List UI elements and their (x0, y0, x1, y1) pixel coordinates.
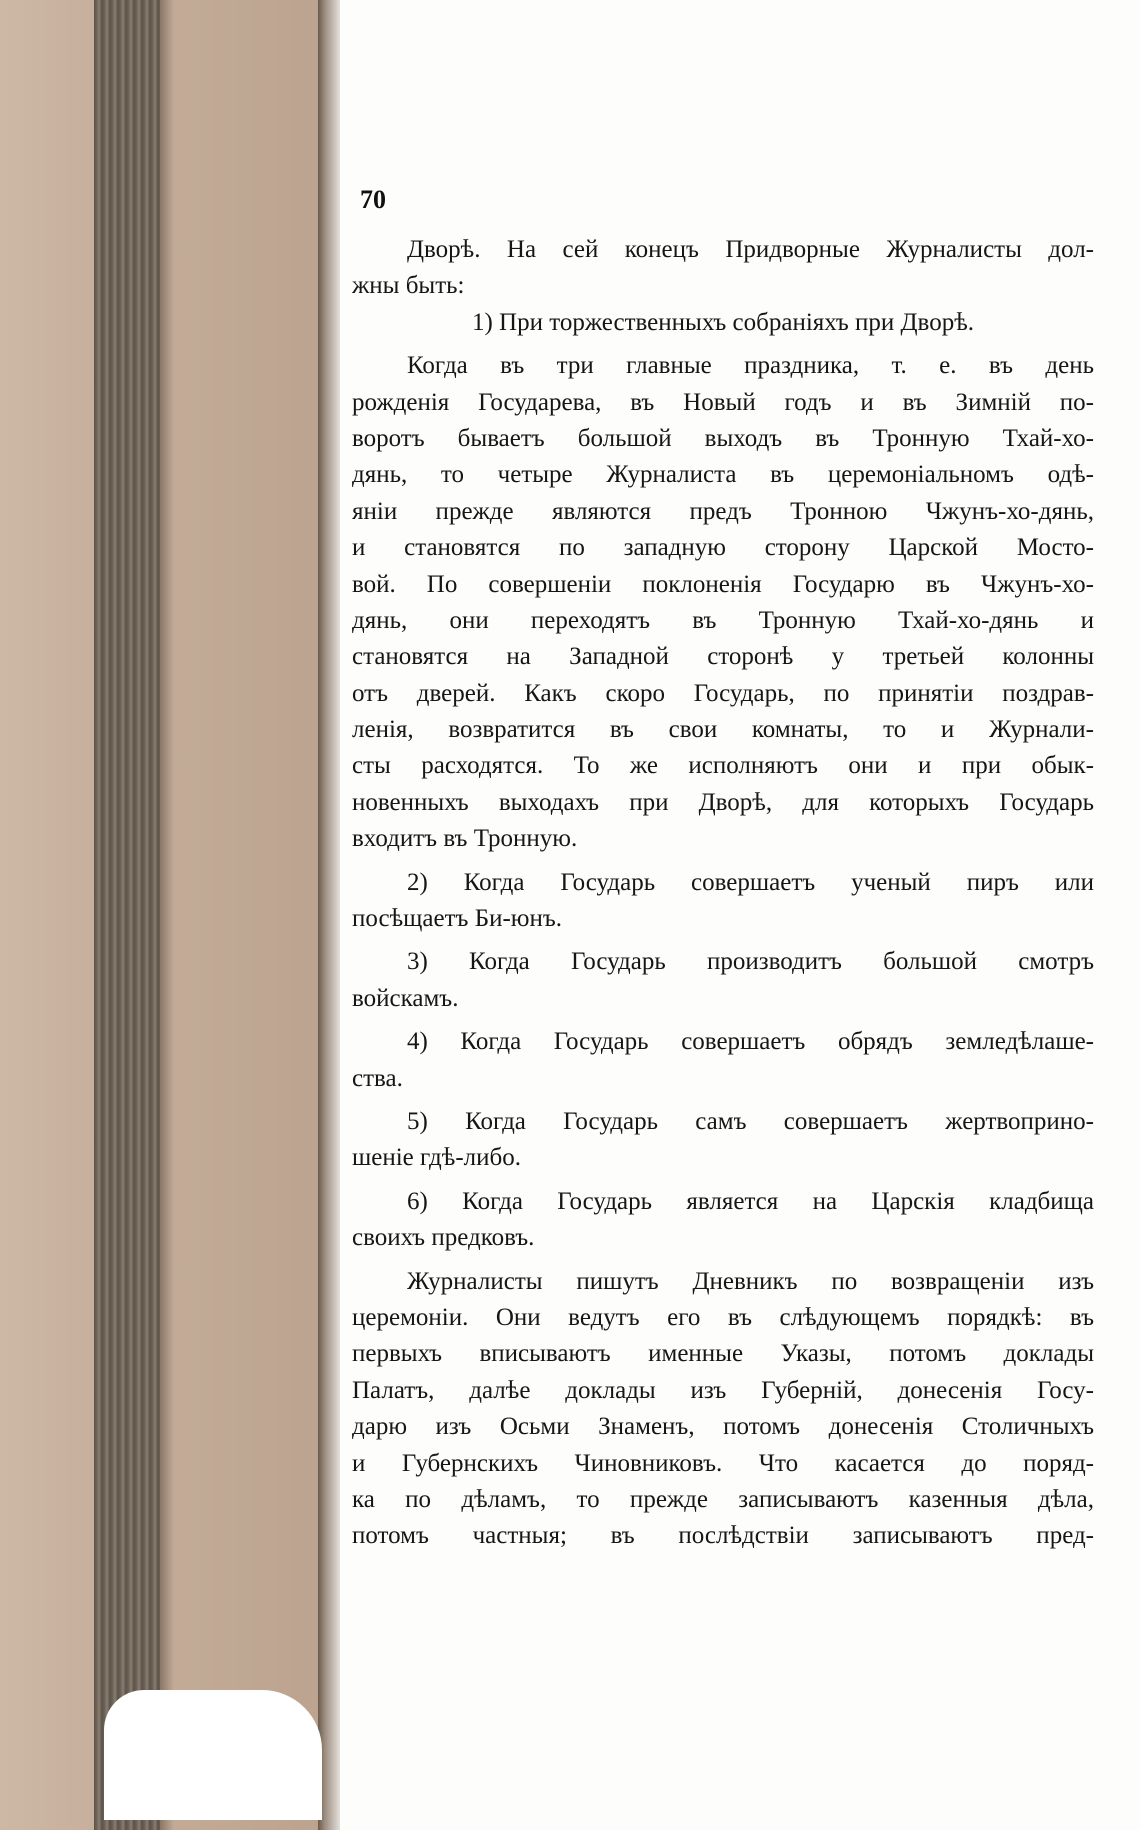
paragraph (352, 1264, 1094, 1555)
text-line: ка по дѣламъ, то прежде записываютъ казенныя дѣла, (352, 1485, 1094, 1513)
text-line: дянь, они переходятъ въ Тронную Тхай-хо-дянь и (352, 606, 1094, 634)
paragraph (352, 1024, 1094, 1097)
paragraph (352, 348, 1094, 857)
paragraph-gap (352, 1257, 1094, 1264)
paragraph-gap (352, 937, 1094, 944)
text-line: ленія, возвратится въ свои комнаты, то и Журнали- (352, 716, 1094, 744)
paragraph-gap (352, 1017, 1094, 1024)
text-line: 1) При торжественныхъ собраніяхъ при Дворѣ. (471, 308, 975, 336)
text-line: церемоніи. Они ведутъ его въ слѣдующемъ порядкѣ: въ (352, 1303, 1094, 1331)
paragraph-gap (352, 1097, 1094, 1104)
text-line: Дворѣ. На сей конецъ Придворные Журналисты дол- (407, 236, 1094, 263)
text-line: отъ дверей. Какъ скоро Государь, по принятіи поздрав- (352, 679, 1094, 707)
text-line: 5) Когда Государь самъ совершаетъ жертвоприно- (407, 1107, 1094, 1135)
torn-corner (104, 1690, 322, 1820)
text-line: и Губернскихъ Чиновниковъ. Что касается до поряд- (352, 1449, 1094, 1477)
text-line: входитъ въ Тронную. (352, 825, 578, 853)
text-line: сты расходятся. То же исполняютъ они и при обык- (352, 752, 1094, 780)
paragraph (352, 944, 1094, 1017)
text-line: жны быть: (352, 272, 465, 300)
text-line: посѣщаетъ Би-юнъ. (352, 905, 563, 933)
page-number: 70 (360, 185, 386, 214)
text-line: вой. По совершеніи поклоненія Государю въ Чжунъ-хо- (352, 570, 1094, 598)
text-line: 4) Когда Государь совершаетъ обрядъ земледѣлаше- (407, 1028, 1094, 1056)
text-line: шеніе гдѣ-либо. (352, 1144, 521, 1172)
text-line: 2) Когда Государь совершаетъ ученый пиръ или (407, 868, 1094, 896)
book-spine (94, 0, 160, 1830)
paragraph (352, 1104, 1094, 1177)
page-text (352, 232, 1094, 1555)
text-line: новенныхъ выходахъ при Дворѣ, для которыхъ Государь (352, 788, 1094, 816)
paragraph (352, 865, 1094, 938)
text-line: ства. (352, 1064, 403, 1092)
text-line: потомъ частныя; въ послѣдствіи записываютъ пред- (352, 1522, 1094, 1550)
text-line: дарю изъ Осьми Знаменъ, потомъ донесенія Столичныхъ (352, 1413, 1094, 1441)
text-line: своихъ предковъ. (352, 1224, 535, 1252)
text-line: войскамъ. (352, 984, 459, 1012)
paragraph (352, 232, 1094, 305)
paragraph-gap (352, 1177, 1094, 1184)
paragraph (352, 1184, 1094, 1257)
page-gutter (318, 0, 340, 1830)
text-line: 3) Когда Государь производитъ большой смотръ (407, 948, 1094, 976)
text-line: 6) Когда Государь является на Царскія кладбища (407, 1187, 1094, 1215)
spine-shadow (160, 0, 174, 1830)
text-line: и становятся по западную сторону Царской Мосто- (352, 534, 1094, 562)
paragraph-gap (352, 341, 1094, 348)
text-line: Палатъ, далѣе доклады изъ Губерній, донесенія Госу- (352, 1376, 1094, 1404)
text-line: Журналисты пишутъ Дневникъ по возвращеніи изъ (407, 1267, 1094, 1295)
text-line: рожденія Государева, въ Новый годъ и въ Зимній по- (352, 388, 1094, 416)
section-heading (352, 305, 1094, 341)
text-line: дянь, то четыре Журналиста въ церемоніальномъ одѣ- (352, 461, 1094, 489)
text-line: яніи прежде являются предъ Тронною Чжунъ-хо-дянь, (352, 497, 1094, 525)
text-line: Когда въ три главные праздника, т. е. въ день (407, 352, 1094, 380)
text-line: становятся на Западной сторонѣ у третьей колонны (352, 643, 1094, 671)
text-line: первыхъ вписываютъ именные Указы, потомъ доклады (352, 1340, 1094, 1368)
text-line: воротъ бываетъ большой выходъ въ Тронную Тхай-хо- (352, 424, 1094, 452)
paragraph-gap (352, 858, 1094, 865)
